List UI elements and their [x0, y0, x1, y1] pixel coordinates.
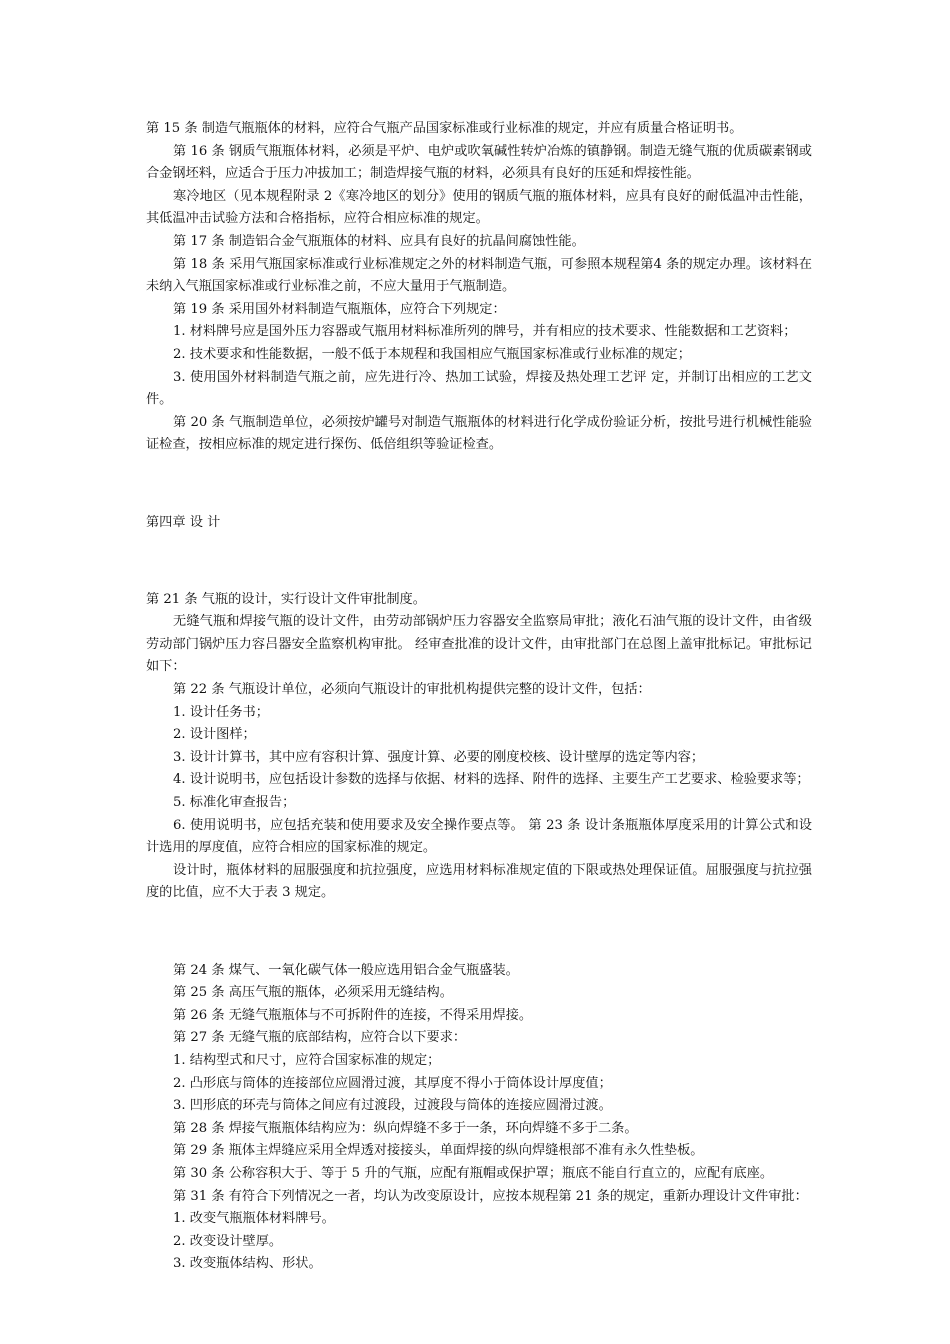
paragraph: 第 24 条 煤气、一氧化碳气体一般应选用铝合金气瓶盛装。 [173, 962, 519, 978]
paragraph: 3. 设计计算书，其中应有容积计算、强度计算、必要的刚度校核、设计壁厚的选定等内容； [173, 749, 705, 765]
paragraph: 第 25 条 高压气瓶的瓶体，必须采用无缝结构。 [173, 985, 453, 1001]
paragraph: 1. 材料牌号应是国外压力容器或气瓶用材料标准所列的牌号，并有相应的技术要求、性能数据和工艺资料； [173, 324, 797, 340]
paragraph: 1. 结构型式和尺寸，应符合国家标准的规定； [173, 1052, 441, 1068]
paragraph: 第 28 条 焊接气瓶瓶体结构应为：纵向焊缝不多于一条，环向焊缝不多于二条。 [173, 1120, 638, 1136]
chapter-heading: 第四章 设 计 [146, 514, 221, 530]
paragraph: 第 17 条 制造铝合金气瓶瓶体的材料、应具有良好的抗晶间腐蚀性能。 [173, 233, 585, 249]
paragraph: 3. 改变瓶体结构、形状。 [173, 1256, 322, 1272]
paragraph: 2. 凸形底与筒体的连接部位应圆滑过渡，其厚度不得小于筒体设计厚度值； [173, 1075, 612, 1091]
paragraph: 第 27 条 无缝气瓶的底部结构，应符合以下要求： [173, 1030, 467, 1046]
paragraph: 6. 使用说明书，应包括充装和使用要求及安全操作要点等。 第 23 条 设计条瓶瓶体厚度采用的计算公式和设计选用的厚度值，应符合相应的国家标准的规定。 [146, 817, 812, 856]
blank-line [146, 921, 812, 944]
paragraph: 设计时，瓶体材料的屈服强度和抗拉强度，应选用材料标准规定值的下限或热处理保证值。屈服强度与抗拉强度的比值，应不大于表 3 规定。 [146, 862, 812, 901]
paragraph: 第 30 条 公称容积大于、等于 5 升的气瓶，应配有瓶帽或保护罩；瓶底不能自行直立的，应配有底座。 [173, 1165, 774, 1181]
paragraph: 第 16 条 钢质气瓶瓶体材料，必须是平炉、电炉或吹氧碱性转炉冶炼的镇静钢。制造无缝气瓶的优质碳素钢或合金钢坯料，应适合于压力冲拔加工；制造焊接气瓶的材料，必须具有良好的压延和焊接性能。 [146, 143, 812, 182]
document-body [146, 118, 812, 1276]
paragraph: 2. 技术要求和性能数据，一般不低于本规程和我国相应气瓶国家标准或行业标准的规定； [173, 346, 691, 362]
paragraph: 第 18 条 采用气瓶国家标准或行业标准规定之外的材料制造气瓶，可参照本规程第4 条的规定办理。该材料在未纳入气瓶国家标准或行业标准之前，不应大量用于气瓶制造。 [146, 256, 812, 295]
paragraph: 2. 设计图样； [173, 727, 256, 743]
paragraph: 5. 标准化审查报告； [173, 795, 296, 811]
paragraph: 第 26 条 无缝气瓶瓶体与不可拆附件的连接，不得采用焊接。 [173, 1007, 533, 1023]
paragraph: 3. 凹形底的环壳与筒体之间应有过渡段，过渡段与筒体的连接应圆滑过渡。 [173, 1098, 612, 1114]
paragraph: 第 21 条 气瓶的设计，实行设计文件审批制度。 [146, 591, 426, 607]
paragraph: 1. 改变气瓶瓶体材料牌号。 [173, 1211, 335, 1227]
blank-line [146, 473, 812, 496]
paragraph: 第 15 条 制造气瓶瓶体的材料，应符合气瓶产品国家标准或行业标准的规定，并应有质量合格证明书。 [146, 121, 743, 136]
paragraph: 第 29 条 瓶体主焊缝应采用全焊透对接接头，单面焊接的纵向焊缝根部不准有永久性垫板。 [173, 1143, 704, 1159]
paragraph: 第 19 条 采用国外材料制造气瓶瓶体，应符合下列规定： [173, 301, 506, 317]
paragraph: 第 20 条 气瓶制造单位，必须按炉罐号对制造气瓶瓶体的材料进行化学成份验证分析，按批号进行机械性能验证检查，按相应标准的规定进行探伤、低倍组织等验证检查。 [146, 414, 812, 453]
paragraph: 寒冷地区（见本规程附录 2《寒冷地区的划分》使用的钢质气瓶的瓶体材料，应具有良好的耐低温冲击性能，其低温冲击试验方法和合格指标，应符合相应标准的规定。 [146, 188, 812, 227]
paragraph: 2. 改变设计壁厚。 [173, 1233, 283, 1249]
paragraph: 3. 使用国外材料制造气瓶之前，应先进行冷、热加工试验，焊接及热处理工艺评 定，并制订出相应的工艺文件。 [146, 369, 812, 408]
paragraph: 1. 设计任务书； [173, 704, 269, 720]
paragraph: 4. 设计说明书，应包括设计参数的选择与依据、材料的选择、附件的选择、主要生产工艺要求、检验要求等； [173, 772, 810, 788]
paragraph: 无缝气瓶和焊接气瓶的设计文件，由劳动部锅炉压力容器安全监察局审批；液化石油气瓶的设计文件，由省级劳动部门锅炉压力容吕器安全监察机构审批。 经审查批准的设计文件，由审批部门在总图上盖审批标记。审批标记如下： [146, 614, 812, 675]
blank-line [146, 550, 812, 573]
paragraph: 第 22 条 气瓶设计单位，必须向气瓶设计的审批机构提供完整的设计文件，包括： [173, 682, 651, 698]
paragraph: 第 31 条 有符合下列情况之一者，均认为改变原设计，应按本规程第 21 条的规定，重新办理设计文件审批： [173, 1188, 808, 1204]
